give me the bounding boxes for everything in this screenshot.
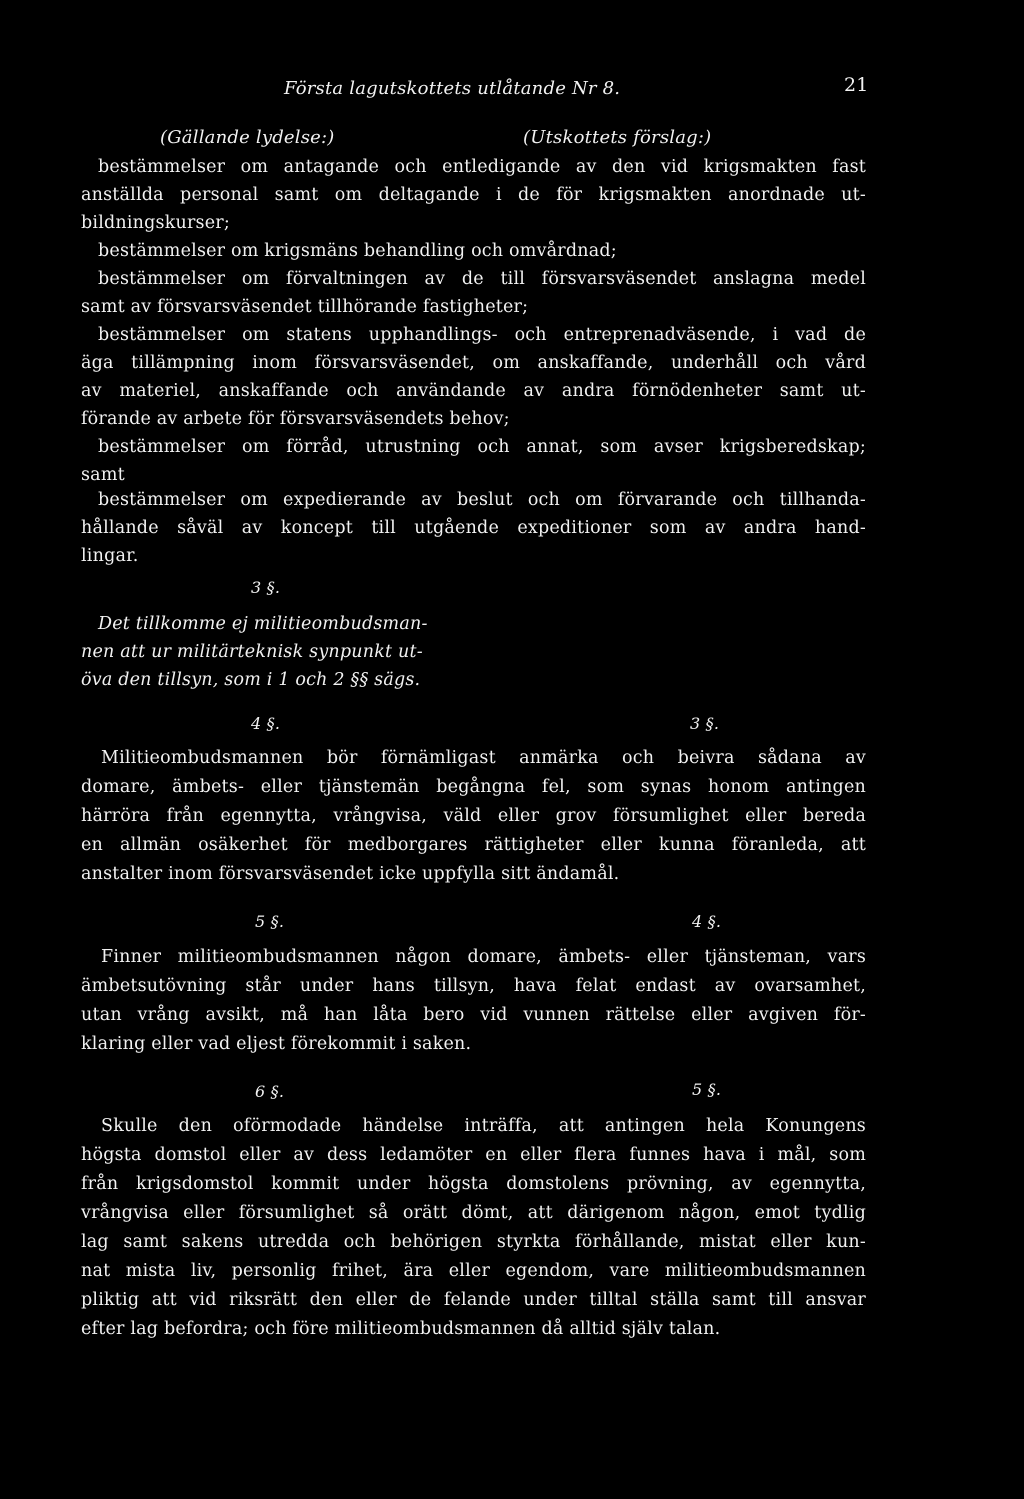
text-line: bestämmelser om förvaltningen av de till försvarsväsendet anslagna medel — [98, 269, 866, 289]
text-line: samt — [81, 465, 125, 485]
text-line: högsta domstol eller av dess ledamöter en eller flera funnes hava i mål, som — [81, 1145, 866, 1165]
text-line: utan vrång avsikt, må han låta bero vid vunnen rättelse eller avgiven för- — [81, 1005, 866, 1025]
column-heading-proposal: (Utskottets förslag:) — [523, 127, 712, 148]
text-line: nen att ur militärteknisk synpunkt ut- — [81, 642, 423, 662]
text-line: nat mista liv, personlig frihet, ära eller egendom, vare militieombudsmannen — [81, 1261, 866, 1281]
text-line: bestämmelser om antagande och entledigande av den vid krigsmakten fast — [98, 157, 866, 177]
text-line: från krigsdomstol kommit under högsta domstolens prövning, av egennytta, — [81, 1174, 866, 1194]
page-number: 21 — [844, 74, 869, 96]
section-heading-proposal: 4 §. — [692, 912, 722, 931]
section-heading-proposal: 3 §. — [690, 714, 720, 733]
text-line: äga tillämpning inom försvarsväsendet, om anskaffande, underhåll och vård — [81, 353, 866, 373]
section-heading-proposal: 5 §. — [692, 1080, 722, 1099]
text-line: vrångvisa eller försumlighet så orätt dömt, att därigenom någon, emot tydlig — [81, 1203, 866, 1223]
text-line: bestämmelser om krigsmäns behandling och omvårdnad; — [98, 241, 617, 261]
text-line: lag samt sakens utredda och behörigen styrkta förhållande, mistat eller kun- — [81, 1232, 866, 1252]
text-line: härröra från egennytta, vrångvisa, väld eller grov försumlighet eller bereda — [81, 806, 866, 826]
text-line: pliktig att vid riksrätt den eller de felande under tilltal ställa samt till ansvar — [81, 1290, 866, 1310]
text-line: domare, ämbets- eller tjänstemän begångna fel, som synas honom antingen — [81, 777, 866, 797]
text-line: Militieombudsmannen bör förnämligast anmärka och beivra sådana av — [101, 748, 866, 768]
text-line: förande av arbete för försvarsväsendets behov; — [81, 409, 510, 429]
text-line: bestämmelser om förråd, utrustning och annat, som avser krigsberedskap; — [98, 437, 866, 457]
text-line: bildningskurser; — [81, 213, 230, 233]
text-line: ämbetsutövning står under hans tillsyn, hava felat endast av ovarsamhet, — [81, 976, 866, 996]
page-title: Första lagutskottets utlåtande Nr 8. — [284, 78, 621, 99]
section-heading-current: 4 §. — [251, 714, 281, 733]
text-line: bestämmelser om statens upphandlings- och entreprenadväsende, i vad de — [98, 325, 866, 345]
text-line: en allmän osäkerhet för medborgares rättigheter eller kunna föranleda, att — [81, 835, 866, 855]
text-line: anställda personal samt om deltagande i de för krigsmakten anordnade ut- — [81, 185, 866, 205]
text-line: bestämmelser om expedierande av beslut och om förvarande och tillhanda- — [98, 490, 866, 510]
section-heading-current: 6 §. — [255, 1082, 285, 1101]
text-line: Finner militieombudsmannen någon domare, ämbets- eller tjänsteman, vars — [101, 947, 866, 967]
text-line: Skulle den oförmodade händelse inträffa, att antingen hela Konungens — [101, 1116, 866, 1136]
text-line: Det tillkomme ej militieombudsman- — [98, 614, 428, 634]
text-line: lingar. — [81, 546, 139, 566]
text-line: anstalter inom försvarsväsendet icke uppfylla sitt ändamål. — [81, 864, 620, 884]
section-heading-current: 5 §. — [255, 912, 285, 931]
text-line: efter lag befordra; och före militieombudsmannen då alltid själv talan. — [81, 1319, 721, 1339]
text-line: klaring eller vad eljest förekommit i saken. — [81, 1034, 472, 1054]
text-line: samt av försvarsväsendet tillhörande fastigheter; — [81, 297, 529, 317]
text-line: av materiel, anskaffande och användande av andra förnödenheter samt ut- — [81, 381, 866, 401]
text-line: öva den tillsyn, som i 1 och 2 §§ sägs. — [81, 670, 421, 690]
section-heading: 3 §. — [251, 578, 281, 597]
column-heading-current: (Gällande lydelse:) — [160, 127, 335, 148]
text-line: hållande såväl av koncept till utgående expeditioner som av andra hand- — [81, 518, 866, 538]
